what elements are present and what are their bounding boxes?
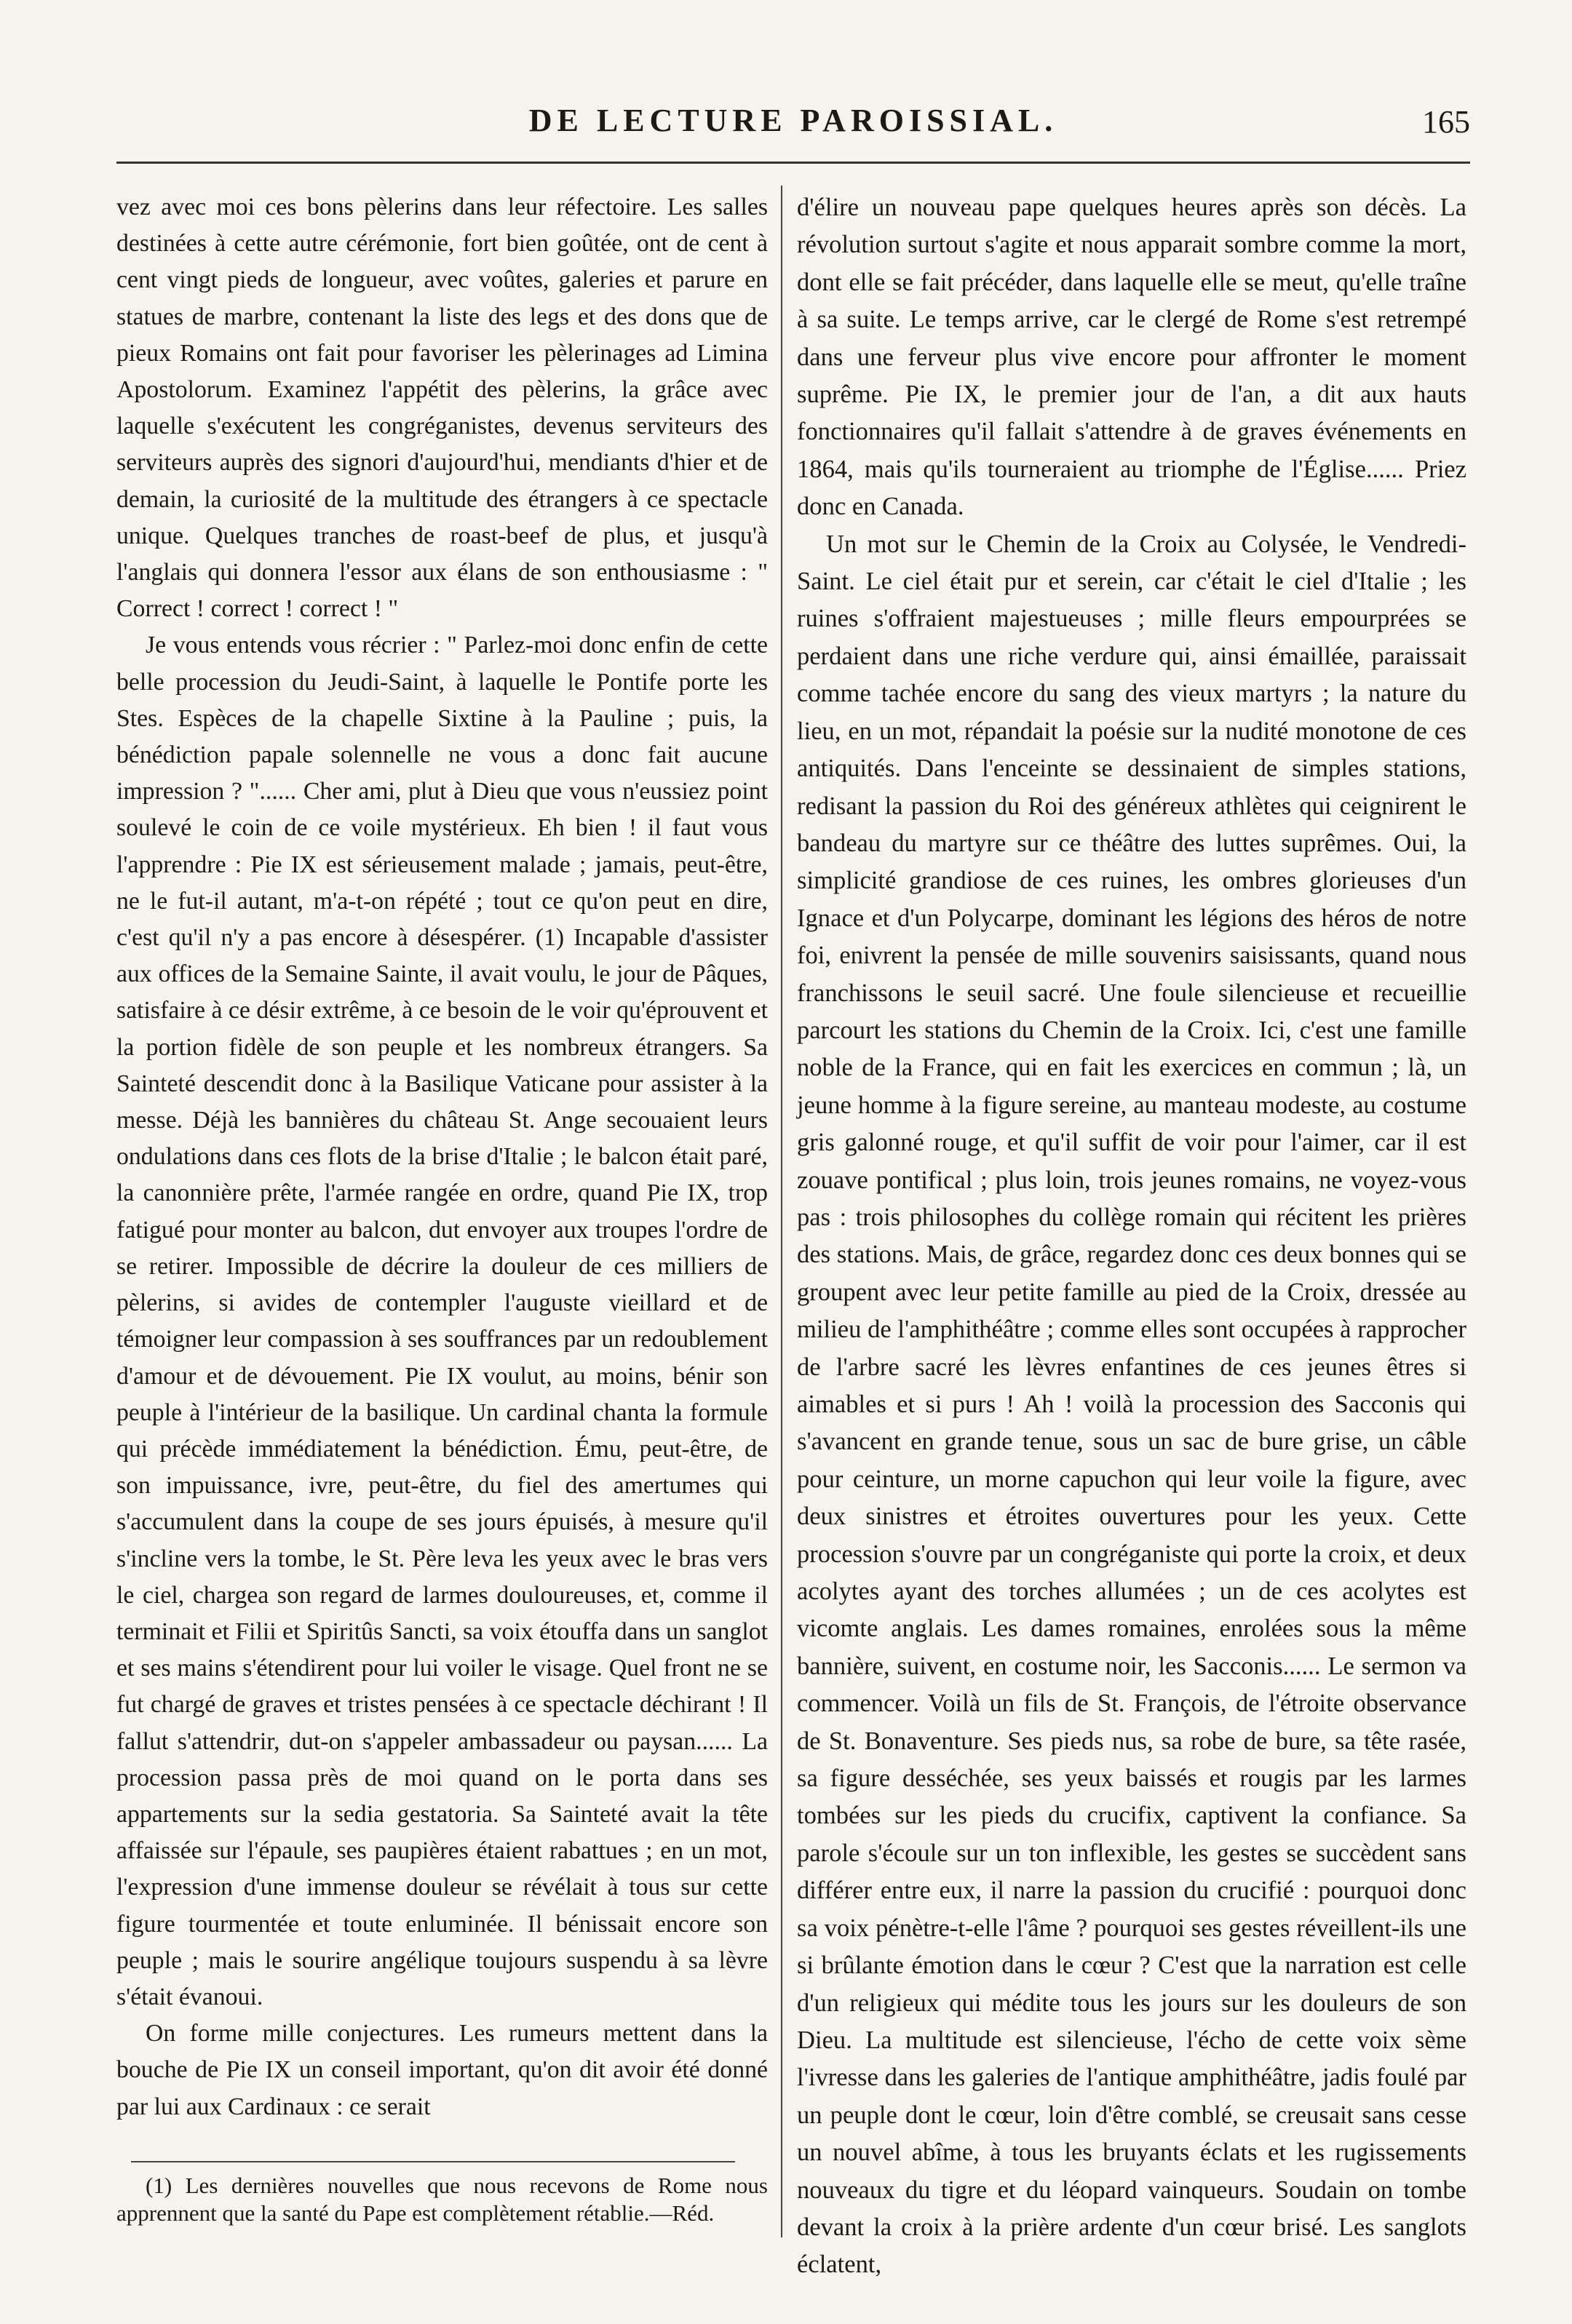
running-head: DE LECTURE PAROISSIAL. [528,103,1058,138]
right-column [797,189,1466,2284]
footnote: (1) Les dernières nouvelles que nous recevons de Rome nous apprennent que la santé du Pape est complètement rétablie.—Réd. [116,2173,768,2226]
left-paragraph-1: vez avec moi ces bons pèlerins dans leur réfectoire. Les salles destinées à cette autre cérémonie, fort bien goûtée, ont de cent à cent vingt pieds de longueur, avec voûtes, galeries et parure en statues de marbre, contenant la liste des legs et des dons que de pieux Romains ont fait pour favoriser les pèlerinages ad Limina Apostolorum. Examinez l'appétit des pèlerins, la grâce avec laquelle s'exécutent les congréganistes, devenus serviteurs des serviteurs auprès des signori d'aujourd'hui, mendiants d'hier et de demain, la curiosité de la multitude des étrangers à ce spectacle unique. Quelques tranches de roast-beef de plus, et jusqu'à l'anglais qui donnera l'essor aux élans de son enthousiasme : " Correct ! correct ! correct ! " [116,194,768,623]
left-paragraph-2: Je vous entends vous récrier : " Parlez-moi donc enfin de cette belle procession du Jeudi-Saint, à laquelle le Pontife porte les Stes. Espèces de la chapelle Sixtine à la Pauline ; puis, la bénédiction papale solennelle ne vous a donc fait aucune impression ? "...... Cher ami, plut à Dieu que vous n'eussiez point soulevé le coin de ce voile mystérieux. Eh bien ! il faut vous l'apprendre : Pie IX est sérieusement malade ; jamais, peut-être, ne le fut-il autant, m'a-t-on répété ; tout ce qu'on peut en dire, c'est qu'il n'y a pas encore à désespérer. (1) Incapable d'assister aux offices de la Semaine Sainte, il avait voulu, le jour de Pâques, satisfaire à ce désir extrême, à ce besoin de le voir qu'éprouvent et la portion fidèle de son peuple et les nombreux étrangers. Sa Sainteté descendit donc à la Basilique Vaticane pour assister à la messe. Déjà les bannières du château St. Ange secouaient leurs ondulations dans ces flots de la brise d'Italie ; le balcon était paré, la canonnière prête, l'armée rangée en ordre, quand Pie IX, trop fatigué pour monter au balcon, dut envoyer aux troupes l'ordre de se retirer. Impossible de décrire la douleur de ces milliers de pèlerins, si avides de contempler l'auguste vieillard et de témoigner leur compassion à ses souffrances par un redoublement d'amour et de dévouement. Pie IX voulut, au moins, bénir son peuple à l'intérieur de la basilique. Un cardinal chanta la formule qui précède immédiatement la bénédiction. Ému, peut-être, de son impuissance, ivre, peut-être, du fiel des amertumes qui s'accumulent dans la coupe de ses jours épuisés, à mesure qu'il s'incline vers la tombe, le St. Père leva les yeux avec le bras vers le ciel, chargea son regard de larmes douloureuses, et, comme il terminait et Filii et Spiritûs Sancti, sa voix étouffa dans un sanglot et ses mains s'étendirent pour lui voiler le visage. Quel front ne se fut chargé de graves et tristes pensées à ce spectacle déchirant ! Il fallut s'attendrir, dut-on s'appeler ambassadeur ou paysan...... La procession passa près de moi quand on le porta dans ses appartements sur la sedia gestatoria. Sa Sainteté avait la tête affaissée sur l'épaule, ses paupières étaient rabattues ; en un mot, l'expression d'une immense douleur se révélait à tous sur cette figure tourmentée et toute enluminée. Il bénissait encore son peuple ; mais le sourire angélique toujours suspendu à sa lèvre s'était évanoui. [116,632,768,2010]
page-header [116,102,1470,160]
header-rule [116,162,1470,164]
column-divider [781,186,782,2237]
page-number: 165 [1422,104,1470,140]
right-paragraph-2: Un mot sur le Chemin de la Croix au Colysée, le Vendredi-Saint. Le ciel était pur et serein, car c'était le ciel d'Italie ; les ruines s'offraient majestueuses ; mille fleurs empourprées se perdaient dans une riche verdure qui, ainsi émaillée, paraissait comme tachée encore du sang des vieux martyrs ; la nature du lieu, en un mot, répandait la poésie sur la nudité monotone de ces antiquités. Dans l'enceinte se dessinaient de simples stations, redisant la passion du Roi des généreux athlètes qui ceignirent le bandeau du martyre sur ce théâtre des luttes suprêmes. Oui, la simplicité grandiose de ces ruines, les ombres glorieuses d'un Ignace et d'un Polycarpe, dominant les légions des héros de notre foi, enivrent la pensée de mille souvenirs saisissants, quand nous franchissons le seuil sacré. Une foule silencieuse et recueillie parcourt les stations du Chemin de la Croix. Ici, c'est une famille noble de la France, qui en fait les exercices en commun ; là, un jeune homme à la figure sereine, au manteau modeste, au costume gris galonné rouge, et qu'il suffit de voir pour l'aimer, car il est zouave pontifical ; plus loin, trois jeunes romains, ne voyez-vous pas : trois philosophes du collège romain qui récitent les prières des stations. Mais, de grâce, regardez donc ces deux bonnes qui se groupent avec leur petite famille au pied de la Croix, dressée au milieu de l'amphithéâtre ; comme elles sont occupées à rapprocher de l'arbre sacré les lèvres enfantines de ces jeunes êtres si aimables et si purs ! Ah ! voilà la procession des Sacconis qui s'avancent en grande tenue, sous un sac de bure grise, un câble pour ceinture, un morne capuchon qui leur voile la figure, avec deux sinistres et étroites ouvertures pour les yeux. Cette procession s'ouvre par un congréganiste qui porte la croix, et deux acolytes ayant des torches allumées ; un de ces acolytes est vicomte anglais. Les dames romaines, enrolées sous la même bannière, suivent, en costume noir, les Sacconis...... Le sermon va commencer. Voilà un fils de St. François, de l'étroite observance de St. Bonaventure. Ses pieds nus, sa robe de bure, sa tête rasée, sa figure desséchée, ses yeux baissés et rougis par les larmes tombées sur les pieds du crucifix, captivent la confiance. Sa parole s'écoule sur un ton inflexible, les gestes se succèdent sans différer entre eux, il narre la passion du crucifié : pourquoi donc sa voix pénètre-t-elle l'âme ? pourquoi ses gestes réveillent-ils une si brûlante émotion dans le cœur ? C'est que la narration est celle d'un religieux qui médite tous les jours sur les douleurs de son Dieu. La multitude est silencieuse, l'écho de cette voix sème l'ivresse dans les galeries de l'antique amphithéâtre, jadis foulé par un peuple dont le cœur, loin d'être comblé, se creusait sans cesse un nouvel abîme, à tous les bruyants éclats et les rugissements nouveaux du tigre et du léopard vainqueurs. Soudain on tombe devant la croix à la prière ardente d'un cœur brisé. Les sanglots éclatent, [797,530,1466,2279]
left-column [116,189,768,2125]
footnote-rule [131,2161,735,2162]
left-paragraph-3: On forme mille conjectures. Les rumeurs mettent dans la bouche de Pie IX un conseil important, qu'on dit avoir été donné par lui aux Cardinaux : ce serait [116,2020,768,2120]
right-paragraph-1: d'élire un nouveau pape quelques heures après son décès. La révolution surtout s'agite et nous apparait sombre comme la mort, dont elle se fait précéder, dans laquelle elle se meut, qu'elle traîne à sa suite. Le temps arrive, car le clergé de Rome s'est retrempé dans une ferveur plus vive encore pour affronter le moment suprême. Pie IX, le premier jour de l'an, a dit aux hauts fonctionnaires qu'il fallait s'attendre à de graves événements en 1864, mais qu'ils tourneraient au triomphe de l'Église...... Priez donc en Canada. [797,194,1466,521]
